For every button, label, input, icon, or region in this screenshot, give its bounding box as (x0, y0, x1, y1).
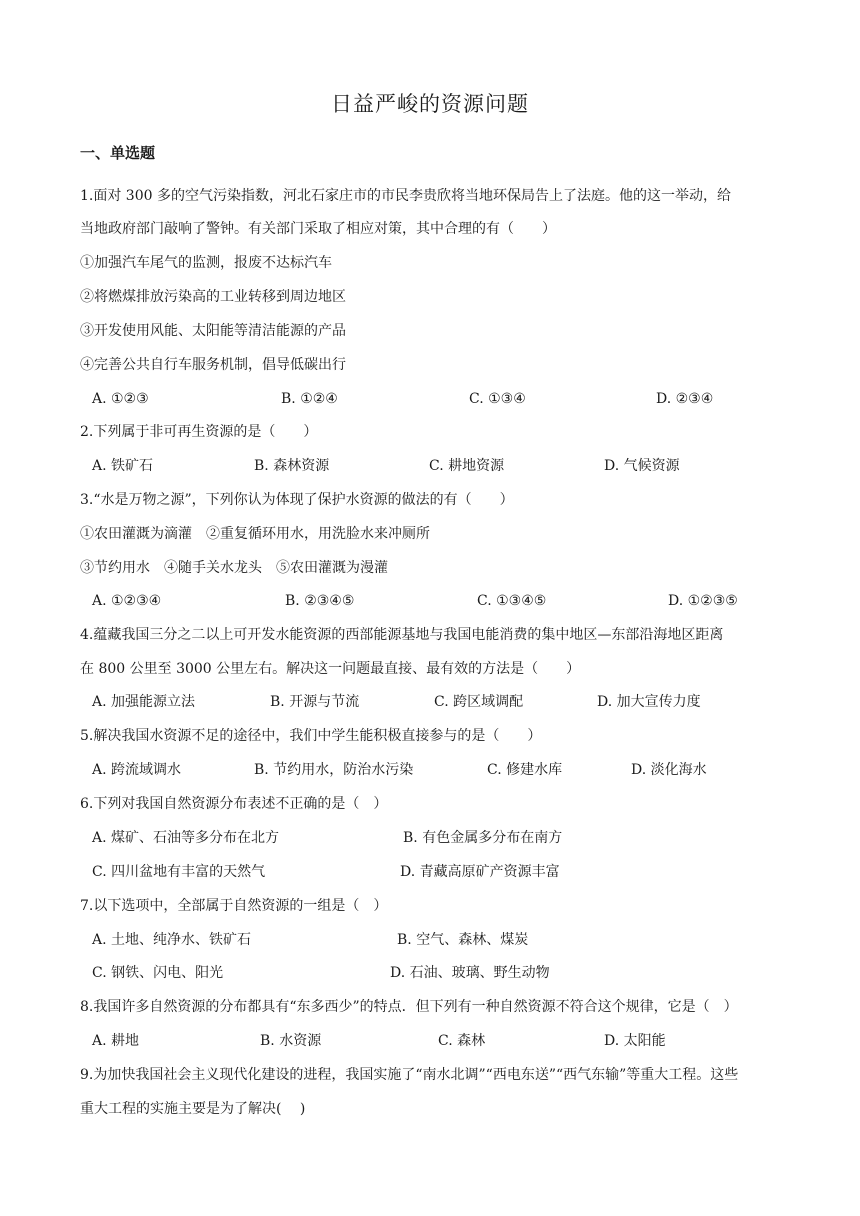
question-9-line-1: 9.为加快我国社会主义现代化建设的进程，我国实施了“南水北调”“西电东送”“西气东输”等重大工程。这些 (80, 1067, 739, 1083)
question-1-statement-1: ①加强汽车尾气的监测，报废不达标汽车 (80, 255, 332, 271)
question-1-line-2: 当地政府部门敲响了警钟。有关部门采取了相应对策，其中合理的有（ ） (80, 221, 556, 237)
question-8-option-b[interactable]: B. 水资源 (260, 1033, 322, 1049)
question-3-line-3: ③节约用水 ④随手关水龙头 ⑤农田灌溉为漫灌 (80, 560, 388, 576)
question-5-option-d[interactable]: D. 淡化海水 (631, 762, 707, 778)
question-1-statement-2: ②将燃煤排放污染高的工业转移到周边地区 (80, 289, 346, 305)
question-5-line-1: 5.解决我国水资源不足的途径中，我们中学生能积极直接参与的是（ ） (80, 728, 542, 744)
question-7-option-d[interactable]: D. 石油、玻璃、野生动物 (390, 965, 550, 981)
question-8-option-d[interactable]: D. 太阳能 (604, 1033, 666, 1049)
question-4-option-d[interactable]: D. 加大宣传力度 (597, 694, 701, 710)
question-1-option-c[interactable]: C. ①③④ (469, 391, 526, 407)
question-1-line-1: 1.面对 300 多的空气污染指数，河北石家庄市的市民李贵欣将当地环保局告上了法庭。他的这一举动，给 (80, 188, 731, 204)
question-8-line-1: 8.我国许多自然资源的分布都具有“东多西少”的特点．但下列有一种自然资源不符合这个规律，它是（ ） (80, 999, 738, 1015)
question-3-option-c[interactable]: C. ①③④⑤ (477, 593, 547, 609)
question-3-option-b[interactable]: B. ②③④⑤ (285, 593, 355, 609)
question-6-option-b[interactable]: B. 有色金属多分布在南方 (403, 830, 563, 846)
question-6-option-d[interactable]: D. 青藏高原矿产资源丰富 (400, 864, 560, 880)
question-2-option-d[interactable]: D. 气候资源 (604, 458, 680, 474)
question-2-option-b[interactable]: B. 森林资源 (254, 458, 330, 474)
question-7-option-a[interactable]: A. 土地、纯净水、铁矿石 (92, 932, 252, 948)
page-title: 日益严峻的资源问题 (331, 92, 529, 116)
question-5-option-a[interactable]: A. 跨流域调水 (92, 762, 182, 778)
question-3-option-d[interactable]: D. ①②③⑤ (668, 593, 738, 609)
question-7-option-c[interactable]: C. 钢铁、闪电、阳光 (92, 965, 224, 981)
question-1-option-b[interactable]: B. ①②④ (281, 391, 338, 407)
question-1-option-a[interactable]: A. ①②③ (92, 391, 149, 407)
question-3-option-a[interactable]: A. ①②③④ (92, 593, 162, 609)
question-4-line-1: 4.蕴藏我国三分之二以上可开发水能资源的西部能源基地与我国电能消费的集中地区—东部沿海地区距离 (80, 627, 724, 643)
question-1-statement-4: ④完善公共自行车服务机制，倡导低碳出行 (80, 357, 346, 373)
question-8-option-c[interactable]: C. 森林 (438, 1033, 486, 1049)
question-1-statement-3: ③开发使用风能、太阳能等清洁能源的产品 (80, 323, 346, 339)
question-5-option-b[interactable]: B. 节约用水，防治水污染 (254, 762, 414, 778)
question-3-line-1: 3.“水是万物之源”，下列你认为体现了保护水资源的做法的有（ ） (80, 492, 514, 508)
question-2-line-1: 2.下列属于非可再生资源的是（ ） (80, 424, 318, 440)
question-6-option-a[interactable]: A. 煤矿、石油等多分布在北方 (92, 830, 280, 846)
question-6-option-c[interactable]: C. 四川盆地有丰富的天然气 (92, 864, 266, 880)
question-7-line-1: 7.以下选项中，全部属于自然资源的一组是（ ） (80, 898, 388, 914)
question-4-line-2: 在 800 公里至 3000 公里左右。解决这一问题最直接、最有效的方法是（ ） (80, 661, 581, 677)
question-1-option-d[interactable]: D. ②③④ (656, 391, 714, 407)
question-2-option-a[interactable]: A. 铁矿石 (92, 458, 154, 474)
question-6-line-1: 6.下列对我国自然资源分布表述不正确的是（ ） (80, 796, 388, 812)
question-9-line-2: 重大工程的实施主要是为了解决( ) (80, 1101, 306, 1117)
question-2-option-c[interactable]: C. 耕地资源 (429, 458, 505, 474)
question-8-option-a[interactable]: A. 耕地 (92, 1033, 140, 1049)
question-4-option-c[interactable]: C. 跨区域调配 (434, 694, 524, 710)
question-7-option-b[interactable]: B. 空气、森林、煤炭 (397, 932, 529, 948)
question-3-line-2: ①农田灌溉为滴灌 ②重复循环用水，用洗脸水来冲厕所 (80, 526, 430, 542)
question-5-option-c[interactable]: C. 修建水库 (487, 762, 563, 778)
question-4-option-a[interactable]: A. 加强能源立法 (92, 694, 196, 710)
question-4-option-b[interactable]: B. 开源与节流 (270, 694, 360, 710)
section-heading: 一、单选题 (80, 144, 156, 162)
